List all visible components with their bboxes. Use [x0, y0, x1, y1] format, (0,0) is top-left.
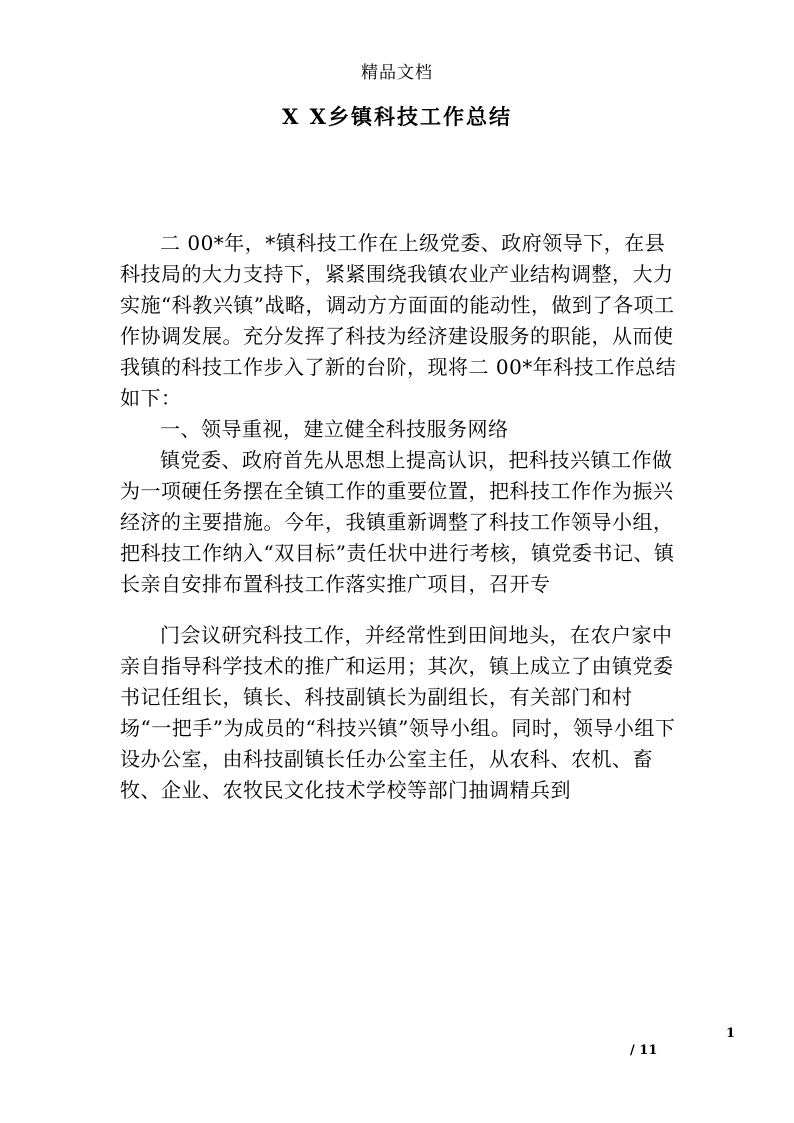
document-body	[120, 228, 680, 806]
paragraph: 镇党委、政府首先从思想上提高认识，把科技兴镇工作做为一项硬任务摆在全镇工作的重要位置，把科技工作作为振兴经济的主要措施。今年，我镇重新调整了科技工作领导小组，把科技工作纳入“双目标”责任状中进行考核，镇党委书记、镇长亲自安排布置科技工作落实推广项目，召开专	[120, 448, 675, 596]
paragraph: 门会议研究科技工作，并经常性到田间地头，在农户家中亲自指导科学技术的推广和运用；其次，镇上成立了由镇党委书记任组长，镇长、科技副镇长为副组长，有关部门和村场“一把手”为成员的“科技兴镇”领导小组。同时，领导小组下设办公室，由科技副镇长任办公室主任，从农科、农机、畜牧、企业、农牧民文化技术学校等部门抽调精兵到	[120, 623, 676, 802]
document-header: 精品文档	[361, 63, 433, 83]
paragraph: 二 00*年，*镇科技工作在上级党委、政府领导下，在县科技局的大力支持下，紧紧围绕我镇农业产业结构调整，大力实施“科教兴镇”战略，调动方方面面的能动性，做到了各项工作协调发展。充分发挥了科技为经济建设服务的职能，从而使我镇的科技工作步入了新的台阶，现将二 00*年科技工作总结如下：	[120, 231, 677, 410]
section-heading: 一、领导重视，建立健全科技服务网络	[160, 417, 509, 441]
document-title: X X乡镇科技工作总结	[282, 104, 512, 129]
page-total: / 11	[630, 1043, 658, 1058]
page-number: 1	[726, 1026, 736, 1041]
